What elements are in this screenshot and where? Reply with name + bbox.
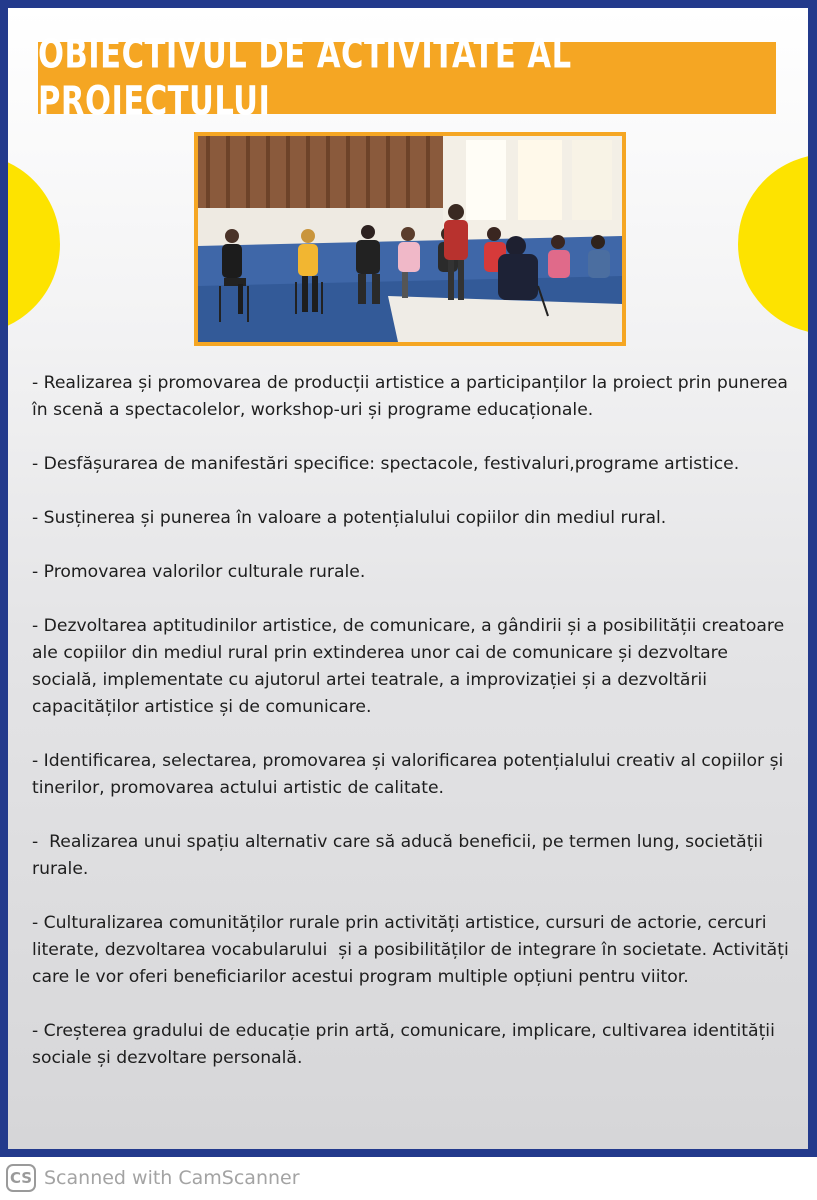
- objectives-list: [32, 370, 795, 1099]
- scanner-label: Scanned with CamScanner: [44, 1167, 300, 1189]
- objective-item: - Promovarea valorilor culturale rurale.: [32, 562, 366, 582]
- document-panel: [8, 8, 808, 1149]
- objective-item: - Realizarea unui spațiu alternativ care să aducă beneficii, pe termen lung, societății rurale.: [32, 832, 769, 879]
- camscanner-logo-icon: CS: [6, 1164, 36, 1192]
- objective-item: - Culturalizarea comunităților rurale prin activități artistice, cursuri de actorie, cercuri literate, dezvoltarea vocabularului și a posibilităților de integrare în societate. Activități care le vor oferi beneficiarilor acestui program multiple opțiuni pentru viitor.: [32, 913, 795, 987]
- title-banner: [38, 30, 776, 126]
- objective-item: - Dezvoltarea aptitudinilor artistice, de comunicare, a gândirii și a posibilității creatoare ale copiilor din mediul rural prin extinderea unor cai de comunicare și dezvoltare socială, implementate cu ajutorul artei teatrale, a improvizației și a dezvoltării capacităților artistice și de comunicare.: [32, 616, 790, 717]
- decorative-circle-right: [738, 154, 808, 334]
- decorative-circle-left: [8, 154, 60, 334]
- objective-item: - Susținerea și punerea în valoare a potențialului copiilor din mediul rural.: [32, 508, 667, 528]
- objective-item: - Identificarea, selectarea, promovarea și valorificarea potențialului creativ al copiilor și tinerilor, promovarea actului artistic de calitate.: [32, 751, 789, 798]
- scanner-watermark: [6, 1163, 300, 1193]
- group-photo: [194, 132, 626, 346]
- page-title: OBIECTIVUL DE ACTIVITATE AL PROIECTULUI: [38, 30, 572, 126]
- group-photo-image: [198, 136, 622, 342]
- objective-item: - Realizarea și promovarea de producții artistice a participanților la proiect prin punerea în scenă a spectacolelor, workshop-uri și programe educaționale.: [32, 373, 794, 420]
- objective-item: - Creșterea gradului de educație prin artă, comunicare, implicare, cultivarea identității sociale și dezvoltare personală.: [32, 1021, 781, 1068]
- objective-item: - Desfășurarea de manifestări specifice: spectacole, festivaluri,programe artistice.: [32, 454, 740, 474]
